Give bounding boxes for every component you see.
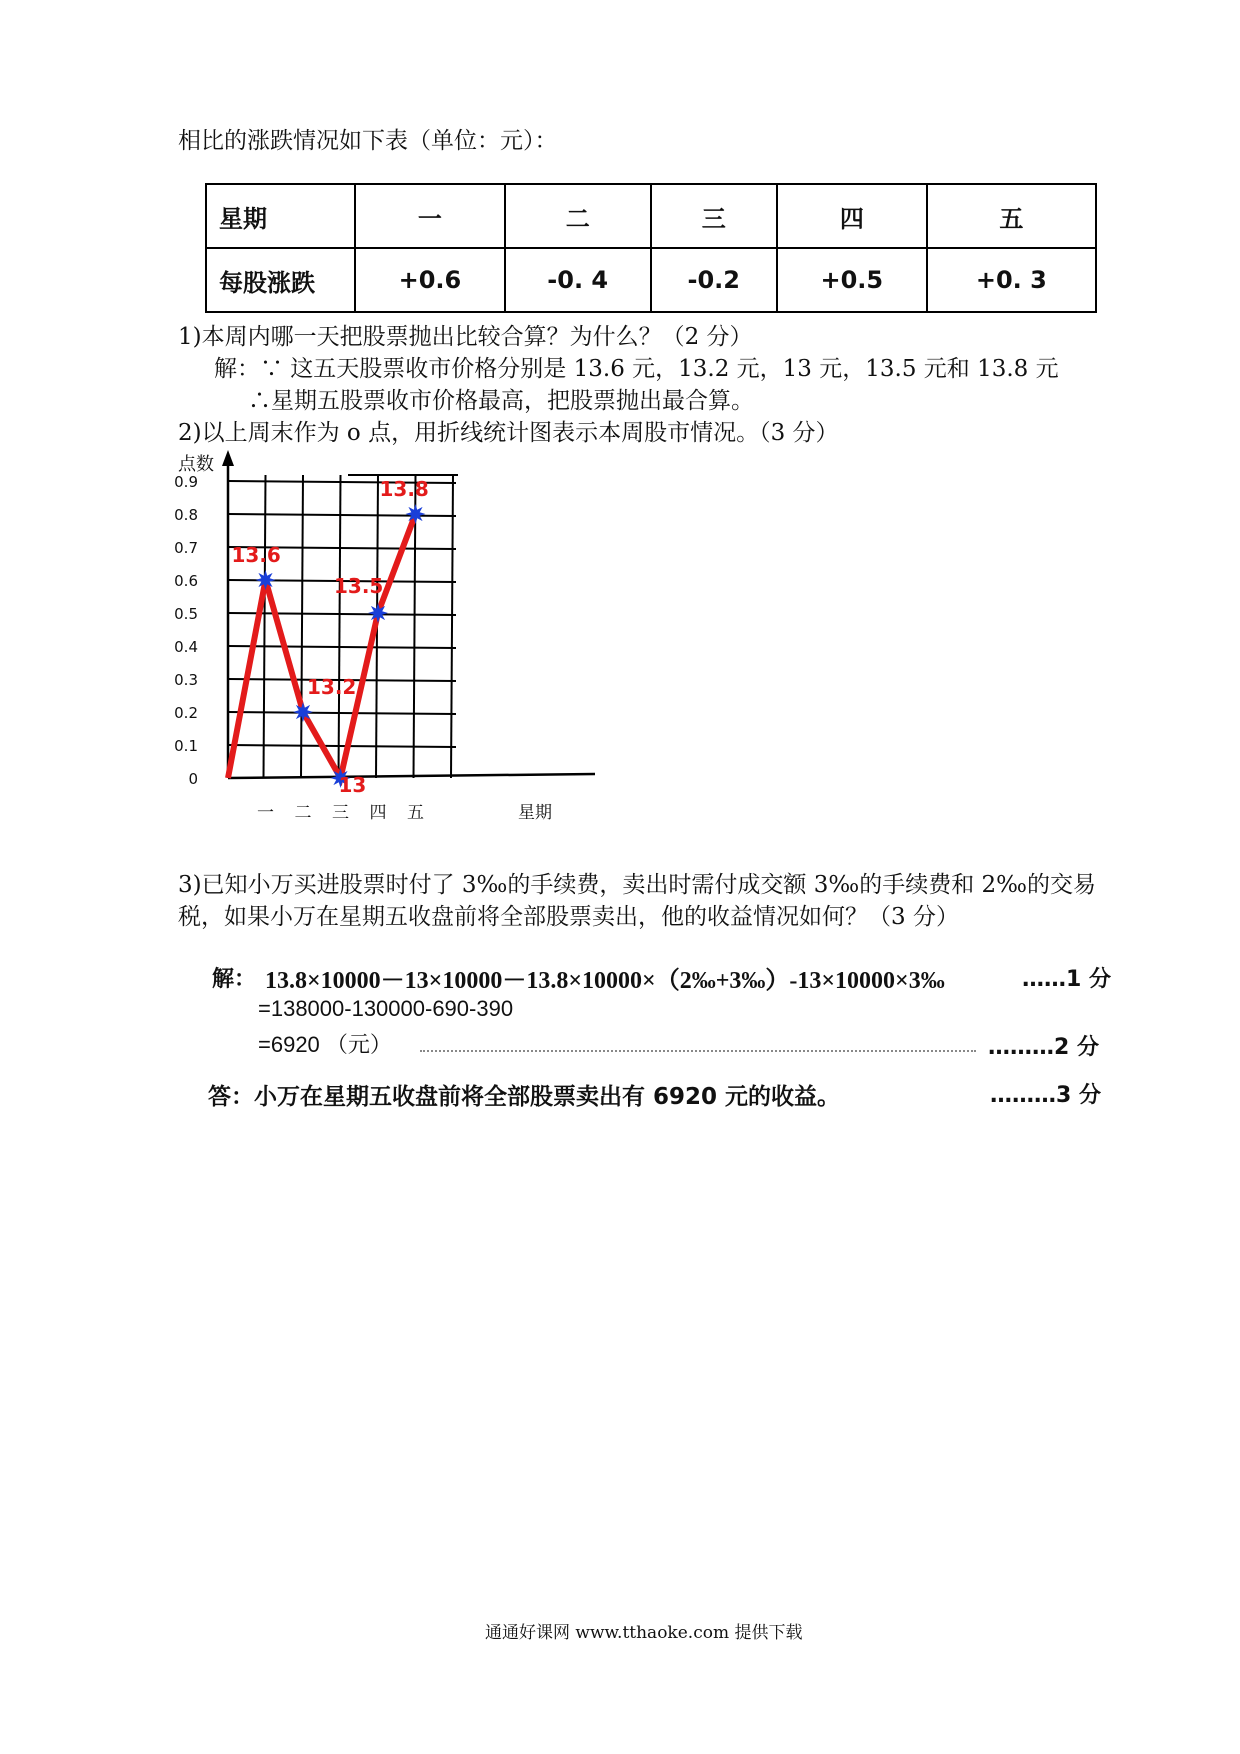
y-tick-label: 0.6 [174,572,198,590]
y-tick-label: 0.1 [174,737,198,755]
grid-line-horizontal [228,745,456,747]
y-tick-label: 0.5 [174,605,198,623]
grid-line-horizontal [228,712,456,714]
x-axis-label: 星期 [518,803,552,823]
grid-line-horizontal [228,646,456,648]
table-header-weekday: 星期 [206,184,355,248]
table-cell-day: 三 [651,184,777,248]
data-point-marker [406,504,426,524]
y-tick-label: 0.4 [174,638,198,656]
data-point-marker [368,603,388,623]
y-tick-label: 0.2 [174,704,198,722]
data-point-label: 13.6 [231,543,281,567]
q3-question-line2: 税，如果小万在星期五收盘前将全部股票卖出，他的收益情况如何？（3 分） [178,904,959,930]
table-row-days [206,184,1096,248]
table-cell-change: +0.6 [355,248,505,312]
solution-line3: =6920 （元） [258,1032,392,1057]
solution-label: 解： [212,967,257,992]
grid-line-vertical [264,475,266,778]
grid-line-vertical [301,475,303,778]
footer-credit: 通通好课网 www.tthaoke.com 提供下载 [485,1623,803,1643]
table-cell-change: -0.2 [651,248,777,312]
stock-line-chart [170,448,610,838]
table-row-changes [206,248,1096,312]
data-point-label: 13 [338,773,367,797]
solution-line2: =138000-130000-690-390 [258,996,514,1021]
data-point-label: 13.5 [334,574,384,598]
x-tick-label: 一 [257,803,274,823]
dotted-leader [420,1050,976,1052]
x-tick-label: 二 [294,803,312,823]
y-axis-arrow [222,450,234,466]
grid-line-vertical [451,475,453,778]
solution-line1: 13.8×10000－13×10000－13.8×10000×（2‰+3‰）-13×10000×3‰ [265,968,945,994]
y-tick-label: 0.3 [174,671,198,689]
table-cell-change: +0.5 [777,248,927,312]
table-cell-day: 四 [777,184,927,248]
q1-question: 1)本周内哪一天把股票抛出比较合算？为什么？（2 分） [178,324,753,350]
q1-answer-line2: ∴星期五股票收市价格最高，把股票抛出最合算。 [248,388,754,414]
table-cell-change: +0. 3 [927,248,1096,312]
y-axis-label: 点数 [178,454,214,475]
grid-line-vertical [339,475,341,778]
q3-question-line1: 3)已知小万买进股票时付了 3‰的手续费，卖出时需付成交额 3‰的手续费和 2‰的交易 [178,872,1097,898]
data-point-marker [256,570,276,590]
x-tick-label: 五 [407,803,424,823]
table-cell-day: 一 [355,184,505,248]
final-answer: 答：小万在星期五收盘前将全部股票卖出有 6920 元的收益。 [208,1084,841,1110]
data-point-label: 13.8 [379,477,429,501]
data-point-label: 13.2 [307,675,357,699]
table-cell-change: -0. 4 [505,248,651,312]
y-tick-label: 0.7 [174,539,198,557]
table-cell-day: 二 [505,184,651,248]
y-tick-label: 0.9 [174,473,198,491]
score-2: ………2 分 [988,1035,1099,1060]
score-3: ………3 分 [990,1083,1101,1108]
x-tick-label: 四 [369,803,387,823]
table-header-change: 每股涨跌 [206,248,355,312]
stock-change-table [205,183,1097,313]
intro-line: 相比的涨跌情况如下表（单位：元）： [178,128,558,154]
x-tick-label: 三 [332,803,349,823]
data-point-marker [293,702,313,722]
x-axis [228,774,595,778]
q2-question: 2)以上周末作为 o 点，用折线统计图表示本周股市情况。（3 分） [178,420,839,446]
q1-answer-line1: 解：∵ 这五天股票收市价格分别是 13.6 元，13.2 元，13 元，13.5 元和 13.8 元 [214,356,1059,382]
y-tick-label: 0.8 [174,506,198,524]
y-tick-label: 0 [188,770,198,788]
table-cell-day: 五 [927,184,1096,248]
score-1: ……1 分 [1022,967,1111,992]
